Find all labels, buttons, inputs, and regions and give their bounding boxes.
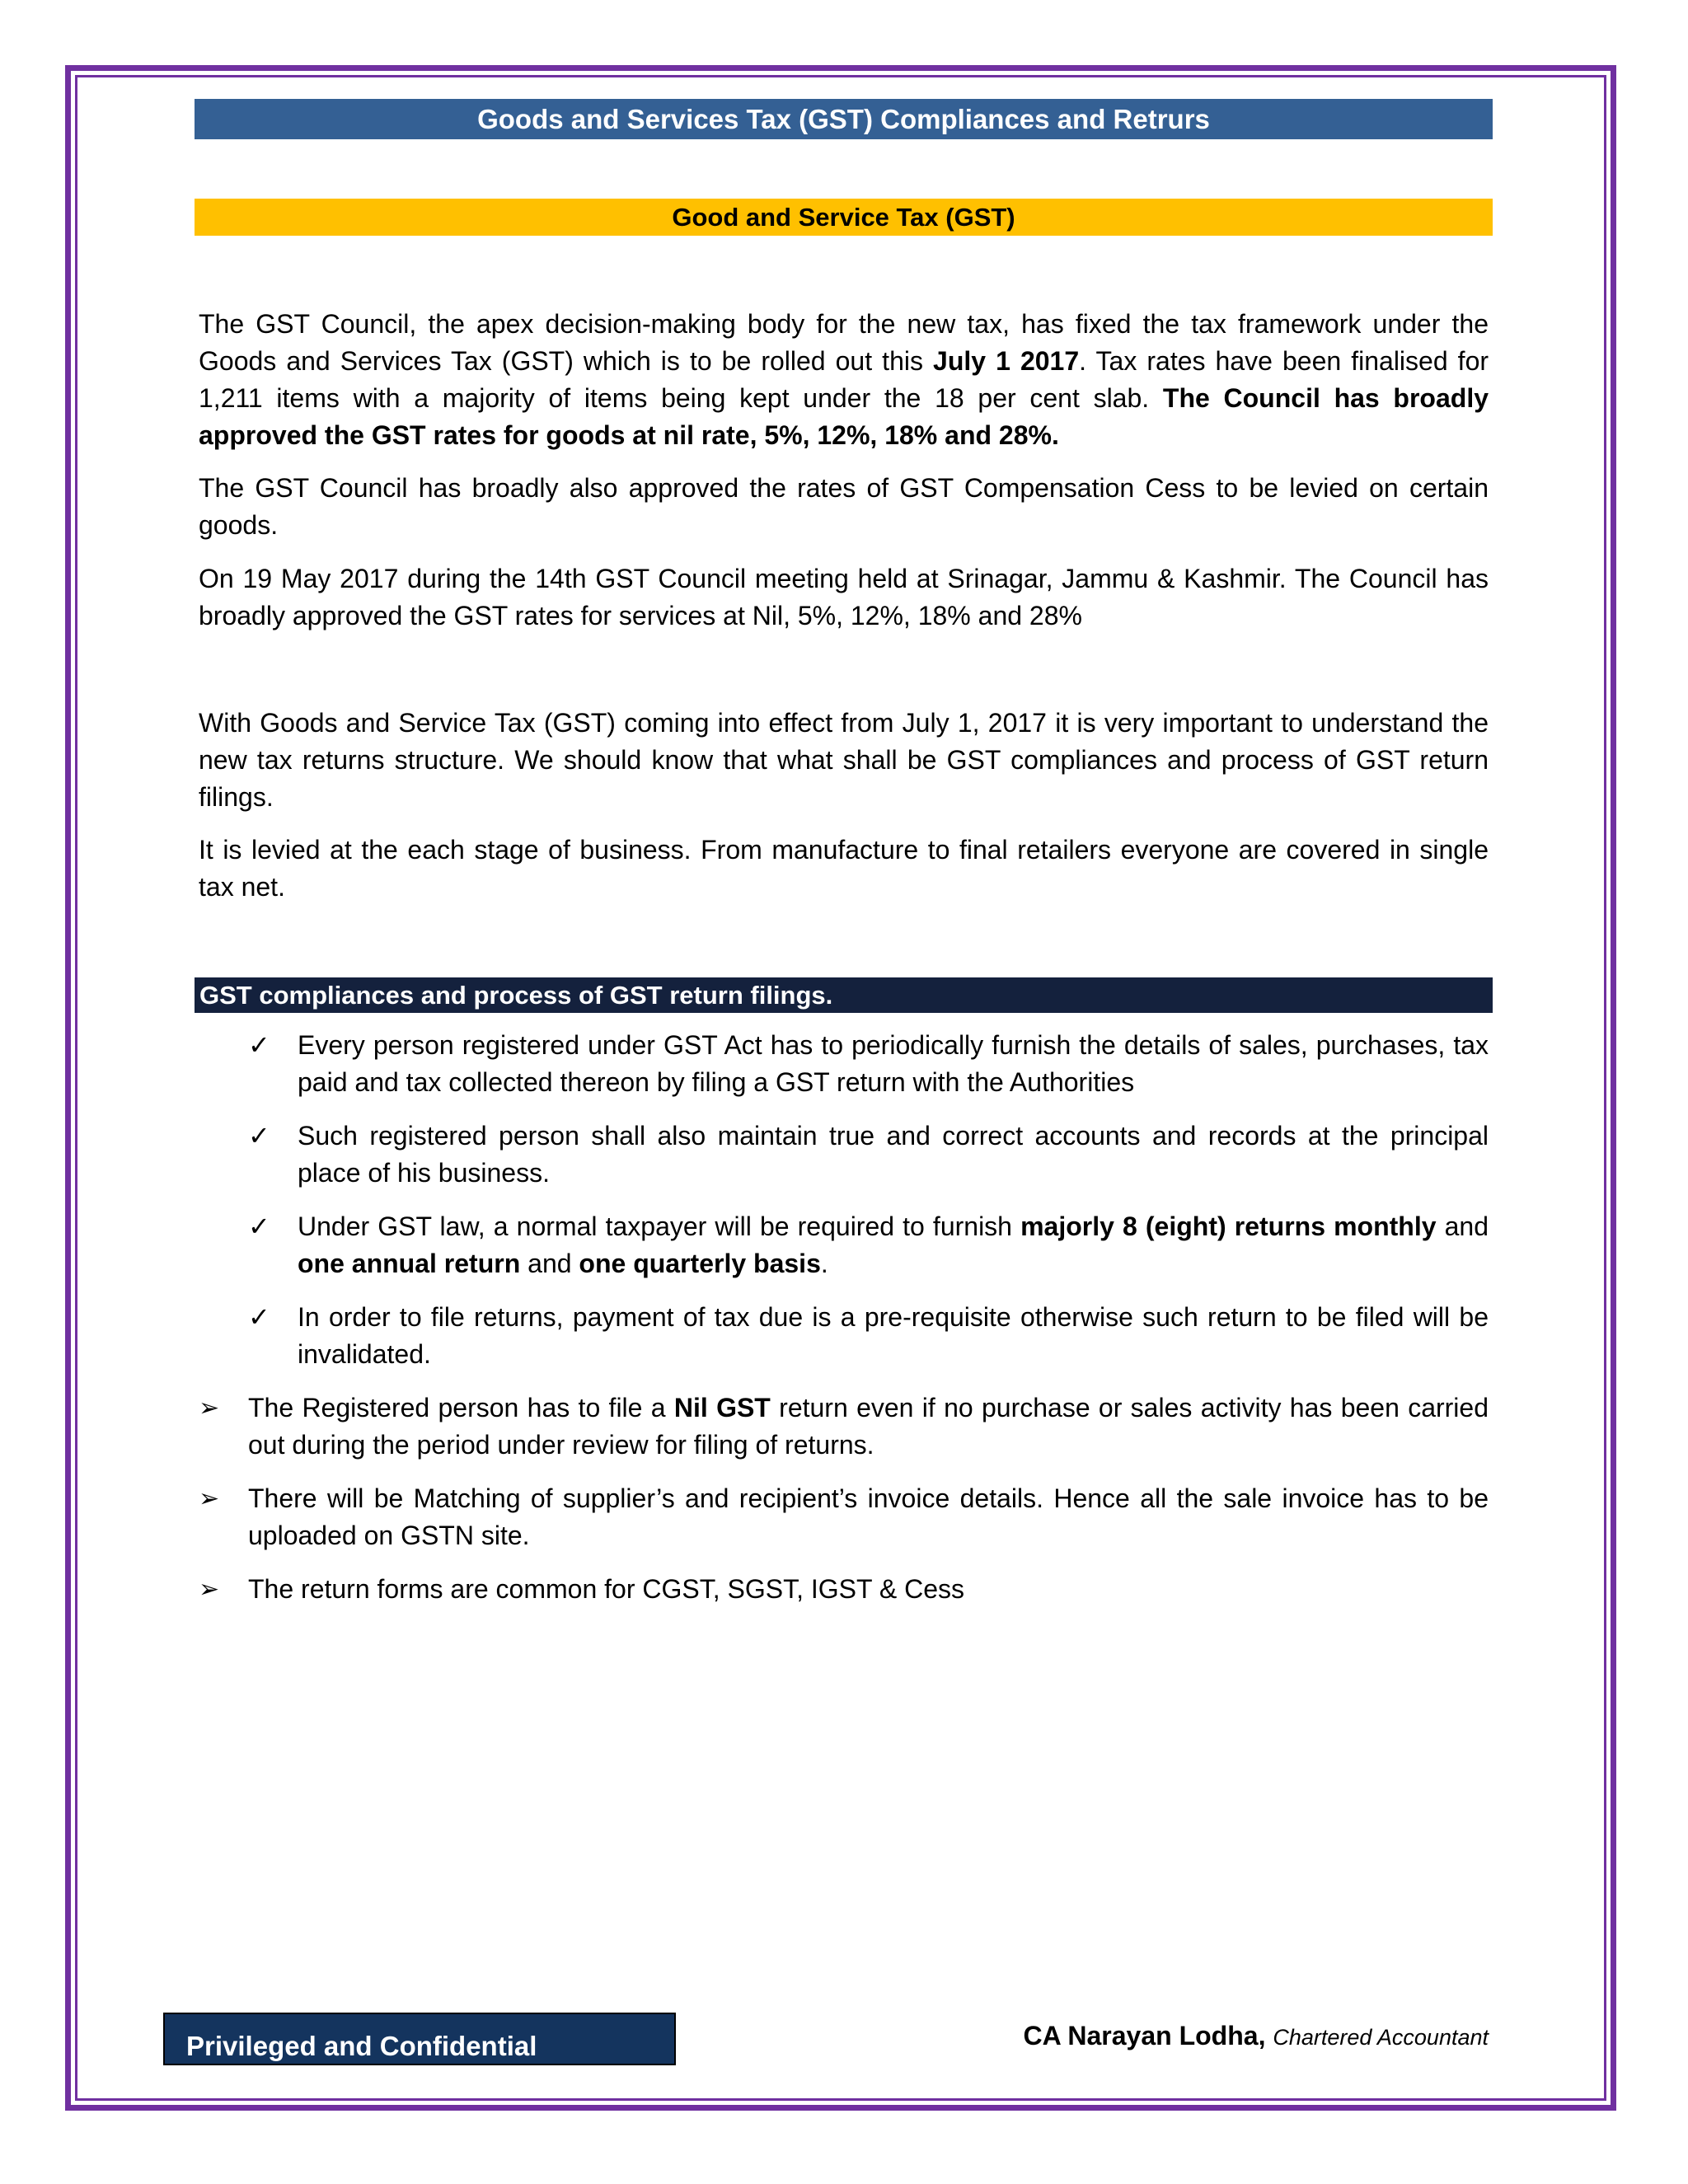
arrow-item-text: The return forms are common for CGST, SGST, IGST & Cess bbox=[248, 1574, 964, 1604]
intro-paragraph-4: With Goods and Service Tax (GST) coming into effect from July 1, 2017 it is very important to understand the new tax returns structure. We should know that what shall be GST compliances and process of GST return filings. bbox=[199, 708, 1489, 812]
intro-paragraph-5: It is levied at the each stage of business. From manufacture to final retailers everyone are covered in single tax net. bbox=[199, 835, 1489, 902]
checkmark-icon: ✓ bbox=[248, 1121, 270, 1151]
author-role: Chartered Accountant bbox=[1273, 2025, 1489, 2050]
check-item-text: Every person registered under GST Act has to periodically furnish the details of sales, purchases, tax paid and tax collected thereon by filing a GST return with the Authorities bbox=[298, 1030, 1489, 1097]
intro-paragraph-1 bbox=[199, 306, 1489, 454]
bold-run: majorly 8 (eight) returns monthly bbox=[1020, 1212, 1437, 1241]
arrow-item-text bbox=[248, 1390, 1489, 1464]
text-run: Under GST law, a normal taxpayer will be required to furnish bbox=[298, 1212, 1021, 1241]
footer-author bbox=[1023, 2021, 1489, 2051]
text-run: . bbox=[820, 1249, 828, 1278]
checkmark-icon: ✓ bbox=[248, 1030, 270, 1060]
arrow-bullet-icon: ➢ bbox=[199, 1485, 220, 1512]
bold-run: one quarterly basis bbox=[579, 1249, 821, 1278]
arrow-bullet-icon: ➢ bbox=[199, 1394, 220, 1422]
bold-date: July 1 2017 bbox=[933, 346, 1080, 376]
text-run: return even if no purchase or sales activity has been carried out during the period under review for filing of returns. bbox=[248, 1393, 1489, 1460]
check-item-text: In order to file returns, payment of tax due is a pre-requisite otherwise such return to be filed will be invalidated. bbox=[298, 1302, 1489, 1369]
checkmark-icon: ✓ bbox=[248, 1302, 270, 1332]
text-run: and bbox=[520, 1249, 579, 1278]
check-item-text bbox=[298, 1208, 1489, 1282]
checkmark-icon: ✓ bbox=[248, 1212, 270, 1241]
intro-paragraph-2: The GST Council has broadly also approved the rates of GST Compensation Cess to be levied on certain goods. bbox=[199, 473, 1489, 540]
document-title: Goods and Services Tax (GST) Compliances and Retrurs bbox=[195, 99, 1493, 139]
arrow-bullet-icon: ➢ bbox=[199, 1576, 220, 1603]
author-name: CA Narayan Lodha, bbox=[1023, 2021, 1266, 2050]
text-run: The GST Council, the apex decision-making body for the new tax, has fixed the tax framework under the Goods and Services Tax (GST) which is to be rolled out this bbox=[199, 309, 1489, 376]
bold-run: one annual return bbox=[298, 1249, 521, 1278]
text-run: and bbox=[1436, 1212, 1489, 1241]
footer-confidential-label: Privileged and Confidential bbox=[163, 2013, 676, 2065]
section-subtitle: Good and Service Tax (GST) bbox=[195, 199, 1493, 236]
text-run: The Registered person has to file a bbox=[248, 1393, 674, 1422]
compliance-section-heading: GST compliances and process of GST return filings. bbox=[195, 977, 1493, 1013]
arrow-item-text: There will be Matching of supplier’s and recipient’s invoice details. Hence all the sale invoice has to be uploaded on GSTN site. bbox=[248, 1483, 1489, 1550]
intro-paragraph-3: On 19 May 2017 during the 14th GST Council meeting held at Srinagar, Jammu & Kashmir. The Council has broadly approved the GST rates for services at Nil, 5%, 12%, 18% and 28% bbox=[199, 564, 1489, 630]
bold-statement: The Council has broadly approved the GST rates for goods at nil rate, 5%, 12%, 18% and 28%. bbox=[199, 383, 1489, 450]
bold-run: Nil GST bbox=[673, 1393, 771, 1422]
text-run: . Tax rates have been finalised for 1,211 items with a majority of items being kept under the 18 per cent slab. bbox=[199, 346, 1489, 413]
check-item-text: Such registered person shall also maintain true and correct accounts and records at the principal place of his business. bbox=[298, 1121, 1489, 1188]
